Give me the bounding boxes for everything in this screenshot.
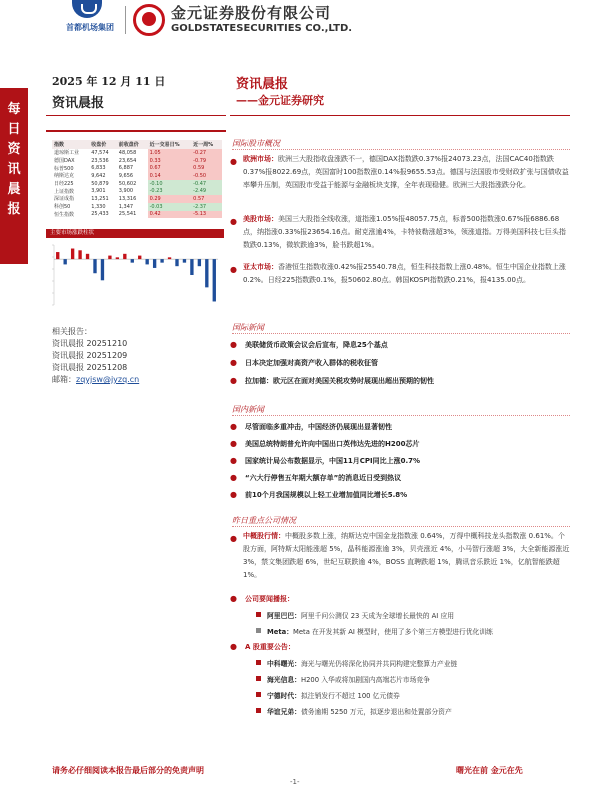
email-line: 邮箱：zqyjsw@jyzq.cn (52, 375, 140, 384)
domestic-news-item[interactable]: ● 美国总统特朗普允许向中国出口英伟达先进的H200芯片 (230, 439, 420, 448)
table-row (52, 211, 222, 219)
company-name-en: GOLDSTATESECURITIES CO.,LTD. (171, 23, 353, 34)
page-number: -1- (290, 778, 300, 786)
section-title: 国际股市概况 (232, 139, 280, 148)
airport-emblem-icon (72, 0, 102, 18)
report-date: 2025 年 12 月 11 日 (52, 75, 166, 88)
table-cell-close: 9,642 (91, 172, 106, 179)
table-cell-w1: -0.47 (191, 180, 222, 188)
table-cell-prev: 48,058 (118, 149, 137, 156)
table-cell-d1: -0.03 (148, 203, 192, 211)
chart-bar (123, 254, 126, 259)
chart-bar (78, 250, 81, 259)
capital-airport-logo (60, 0, 120, 36)
ashare-item[interactable]: 华谊兄弟：债务逾期 5250 万元，拟逐步退出和处置部分资产 (256, 706, 574, 718)
domestic-news-item[interactable]: ● 前10个月我国规模以上轻工业增加值同比增长5.8% (230, 490, 408, 499)
table-row (52, 157, 222, 165)
table-cell-d1: -0.23 (148, 187, 192, 195)
table-cell-name: 道琼斯工业 (54, 150, 80, 157)
chart-bar (190, 259, 193, 275)
table-cell-prev: 25,541 (118, 211, 137, 218)
bullet-icon: ● (230, 157, 237, 166)
table-cell-w1: 0.59 (191, 164, 222, 172)
company-name-cn: 金元证券股份有限公司 (171, 4, 332, 22)
domestic-news-item[interactable]: ● 尽管面临多重冲击，中国经济仍展现出显著韧性 (230, 422, 392, 431)
domestic-news-item[interactable]: ● “六大行停售五年期大额存单”的消息近日受到热议 (230, 473, 402, 482)
email-link[interactable]: zqyjsw@jyzq.cn (76, 375, 140, 384)
company-news-item[interactable]: 阿里巴巴：阿里千问公测仅 23 天成为全球增长最快的 AI 应用 (256, 610, 574, 622)
section-divider (232, 526, 570, 527)
table-cell-prev: 13,316 (118, 195, 137, 202)
chart-bar (131, 259, 134, 263)
europe-paragraph: ● 欧洲市场：欧洲三大股指收盘涨跌不一，德国DAX指数跌0.37%报24073.23点，法国CAC40指数跌0.37%报8022.69点，英国富时100指数涨0.14%报9655.53点。德国与法国股市受财政扩张与国债收益率攀升压制，英国股市受益于能源与金融板块支撑，全年表现稳健。欧洲三大股指涨跌分化。 (230, 155, 569, 189)
section-title: 昨日重点公司情况 (232, 516, 296, 525)
section-divider (232, 333, 570, 334)
table-cell-w1: -0.79 (191, 157, 222, 165)
table-cell-w1: 0.57 (191, 195, 222, 203)
table-row (52, 180, 222, 188)
chart-bar (101, 259, 104, 280)
ashare-head: ● A 股重要公告： (230, 642, 295, 651)
table-cell-name: 德国DAX (54, 158, 75, 165)
related-report-link[interactable]: 资讯晨报 20251208 (52, 363, 128, 372)
table-cell-close: 50,879 (91, 180, 109, 187)
chart-bar (183, 259, 186, 263)
ashare-item[interactable]: 中科曙光：海光与曙光仍将深化协同并共同构建完整算力产业链 (256, 658, 574, 670)
table-cell-prev: 9,656 (118, 172, 134, 179)
table-cell-close: 1,330 (91, 203, 106, 210)
left-rule (46, 115, 226, 116)
intl-news-item[interactable]: ● 拉加德：欧元区在面对美国关税攻势时展现出超出预期的韧性 (230, 376, 434, 385)
domestic-news-item[interactable]: ● 国家统计局公布数据显示，中国11月CPI同比上涨0.7% (230, 456, 421, 465)
table-header-row: 指数 收盘价 前收盘价 近一交易日% 近一周% (52, 140, 222, 149)
table-row (52, 164, 222, 172)
table-row (52, 203, 222, 211)
table-cell-close: 23,536 (91, 157, 109, 164)
table-row (52, 195, 222, 203)
right-rule (230, 115, 570, 116)
table-row (52, 149, 222, 157)
chart-bar (71, 249, 74, 260)
chart-bar (108, 256, 111, 260)
chart-bar (160, 259, 163, 263)
header-divider (125, 6, 126, 34)
table-cell-d1: 0.67 (148, 164, 192, 172)
side-label: 每 日 资 讯 晨 报 (7, 102, 21, 217)
chart-bar (205, 259, 208, 287)
page-subtitle: ——金元证券研究 (236, 94, 324, 107)
side-label-strip (0, 88, 28, 264)
table-row (52, 187, 222, 195)
related-reports (52, 326, 139, 386)
table-row (52, 172, 222, 180)
table-cell-d1: -0.10 (148, 180, 192, 188)
company-news-item[interactable]: Meta：Meta 在开发其新 AI 模型时，使用了多个第三方模型进行优化训练 (256, 626, 574, 638)
section-title: 国内新闻 (232, 405, 264, 414)
table-cell-d1: 0.42 (148, 211, 192, 219)
table-cell-name: 日经225 (54, 181, 74, 188)
table-cell-close: 6,833 (91, 165, 106, 172)
table-cell-w1: -5.13 (191, 211, 222, 219)
related-report-link[interactable]: 资讯晨报 20251209 (52, 351, 128, 360)
market-bar-chart (46, 239, 224, 309)
chart-bar (93, 259, 96, 273)
table-cell-w1: -2.49 (191, 187, 222, 195)
table-cell-d1: 1.05 (148, 149, 192, 157)
table-cell-name: 恒生指数 (54, 211, 75, 218)
table-cell-close: 3,901 (91, 188, 106, 195)
chart-bar (198, 259, 201, 266)
table-cell-prev: 1,347 (118, 203, 134, 210)
us-paragraph: ● 美股市场：美国三大股指全线收涨，道指涨1.05%报48057.75点，标普500指数涨0.67%报6886.68点，纳指涨0.33%报23654.16点。耐克涨逾4%，卡特彼勒涨超3%，领涨道指。万得美国科技七巨头指数跌0.13%，微软跌逾3%，脸书跌超1%。 (230, 215, 566, 249)
bullet-icon: ● (230, 217, 237, 226)
concept-stock-paragraph: ● 中概股行情：中概股多数上涨，纳斯达克中国金龙指数涨 0.64%，万得中概科技龙头指数涨 0.61%。个股方面，阿特斯太阳能涨超 5%，晶科能源涨逾 3%，贝壳涨近 4%，小马智行涨超 3%，大全新能源涨近 3%，禁文集团跌超 6%，世纪互联跌逾 4%，BOSS 直聘跌超 1%，腾讯音乐跌近 1%，亿航智能跌超 1%。 (230, 532, 570, 579)
chart-bar (86, 254, 89, 259)
table-cell-close: 25,433 (91, 211, 109, 218)
table-cell-name: 科创50 (54, 204, 71, 211)
table-cell-prev: 50,602 (118, 180, 137, 187)
table-cell-prev: 3,900 (118, 188, 134, 195)
chart-bar (138, 256, 141, 260)
chart-bar (153, 259, 156, 268)
section-divider (232, 149, 570, 150)
table-cell-d1: 0.14 (148, 172, 192, 180)
goldstate-logo (133, 2, 373, 40)
related-report-link[interactable]: 资讯晨报 20251210 (52, 339, 128, 348)
report-type: 资讯晨报 (52, 96, 105, 111)
section-title: 国际新闻 (232, 323, 264, 332)
page-title: 资讯晨报 (236, 77, 289, 92)
ashare-item[interactable]: 海光信息：H200 入华或将加剧国内高端芯片市场竞争 (256, 674, 574, 686)
footer-disclaimer[interactable]: 请务必仔细阅读本报告最后部分的免责声明 (52, 766, 204, 775)
chart-bar (64, 259, 67, 264)
bullet-icon: ● (230, 534, 237, 543)
chart-bar (213, 259, 216, 301)
ashare-item[interactable]: 宁德时代：拟注销发行不超过 100 亿元债券 (256, 690, 574, 702)
table-cell-name: 标普500 (54, 165, 74, 172)
logo-left-text: 首都机场集团 (66, 23, 114, 32)
goldstate-mark-icon (133, 4, 165, 36)
table-cell-w1: -0.50 (191, 172, 222, 180)
table-cell-close: 13,251 (91, 195, 109, 202)
index-table (52, 140, 222, 218)
chart-title: 主要市场涨跌柱状 (46, 229, 224, 238)
chart-bar (56, 252, 59, 259)
table-cell-d1: 0.33 (148, 157, 192, 165)
table-cell-d1: 0.29 (148, 195, 192, 203)
table-cell-prev: 23,654 (118, 157, 137, 164)
table-cell-w1: -2.37 (191, 203, 222, 211)
table-cell-name: 上证指数 (54, 188, 75, 195)
chart-bar (146, 259, 149, 264)
left-rule-thick (46, 130, 226, 132)
footer-slogan: 曙光在前 金元在先 (456, 766, 523, 775)
table-cell-close: 47,574 (91, 149, 109, 156)
chart-bar (175, 259, 178, 266)
table-cell-name: 纳斯达克 (54, 173, 75, 180)
chart-bar (168, 257, 171, 259)
table-cell-w1: -0.27 (191, 149, 222, 157)
intl-news-item[interactable]: ● 日本决定加强对高资产收入群体的税收征管 (230, 358, 378, 367)
chart-bar (116, 257, 119, 259)
related-label: 相关报告： (52, 327, 92, 336)
bullet-icon: ● (230, 265, 237, 274)
intl-news-item[interactable]: ● 美联储货币政策会议会后宣布，降息25个基点 (230, 340, 388, 349)
section-divider (232, 415, 570, 416)
table-cell-name: 深证成指 (54, 196, 75, 203)
company-news-head: ● 公司要闻播报： (230, 594, 294, 603)
table-cell-prev: 6,887 (118, 165, 134, 172)
asia-paragraph: ● 亚太市场：香港恒生指数收涨0.42%报25540.78点，恒生科技指数上涨0.48%。恒生中国企业指数上涨0.2%。日经225指数跌0.1%，报50602.80点。韩国KOSPI指数跌0.21%，报4135.00点。 (230, 263, 566, 284)
